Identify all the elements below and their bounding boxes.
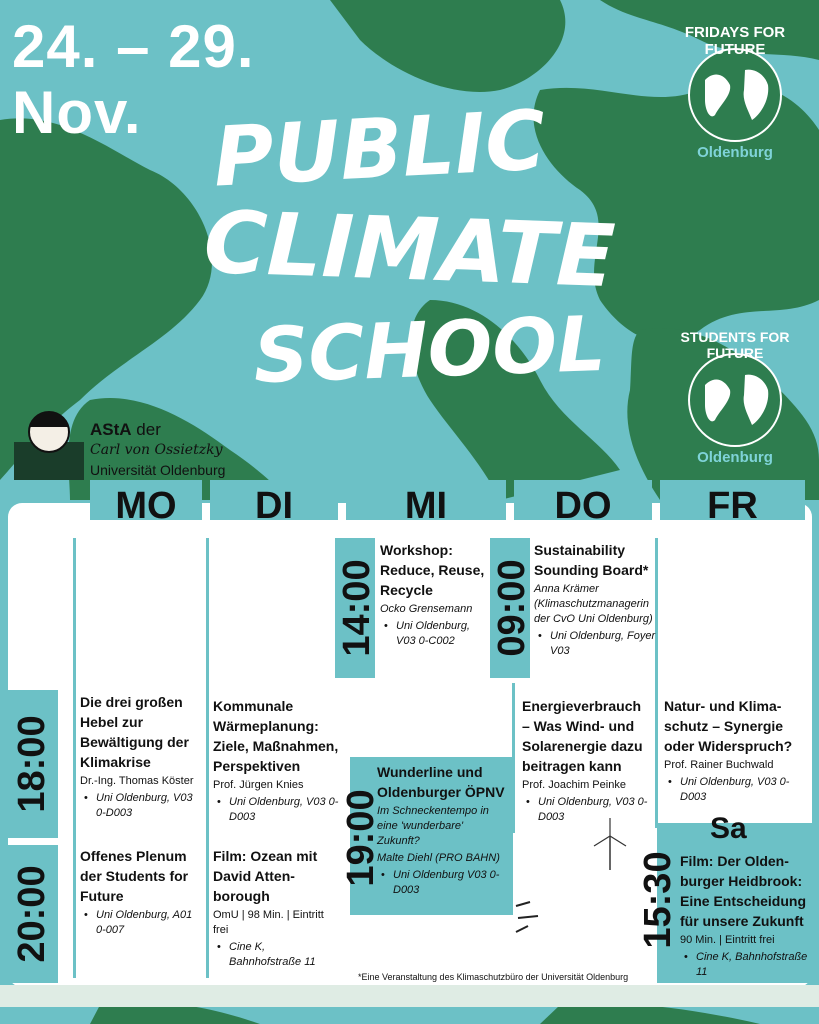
day-header-di: DI bbox=[210, 480, 338, 520]
event-info: 90 Min. | Eintritt frei bbox=[680, 934, 775, 946]
day-header-mo: MO bbox=[90, 480, 202, 520]
fridays-for-future-logo bbox=[660, 20, 810, 170]
column-divider bbox=[73, 538, 76, 978]
event-location: • Uni Oldenburg, Foyer V03 bbox=[550, 629, 656, 659]
event-film-ozean bbox=[213, 846, 335, 970]
event-naturschutz bbox=[664, 696, 810, 805]
event-sounding-board bbox=[534, 540, 656, 659]
title-school: SCHOOL bbox=[252, 298, 607, 401]
event-title: Film: Ozean mit David Atten-borough bbox=[213, 848, 318, 904]
date-month: Nov. bbox=[12, 79, 142, 146]
event-wunderline bbox=[377, 762, 507, 898]
event-speaker: Prof. Joachim Peinke bbox=[522, 779, 626, 791]
time-1800: 18:00 bbox=[11, 715, 53, 813]
sff-bottom-text: Oldenburg bbox=[697, 449, 773, 466]
event-speaker: Dr.-Ing. Thomas Köster bbox=[80, 775, 194, 787]
event-title: Wunderline und Oldenburger ÖPNV bbox=[377, 764, 505, 800]
event-title: Die drei großen Hebel zur Bewältigung der Klimakrise bbox=[80, 694, 189, 770]
time-do: 09:00 bbox=[491, 559, 533, 657]
sff-top-text: STUDENTS FOR FUTURE bbox=[680, 329, 790, 361]
event-film-heidbrook bbox=[680, 851, 814, 980]
event-plenum bbox=[80, 846, 202, 938]
event-energie bbox=[522, 696, 652, 825]
event-title: Energieverbrauch – Was Wind- und Solarenergie dazu beitragen kann bbox=[522, 698, 643, 774]
event-speaker: Malte Diehl (PRO BAHN) bbox=[377, 852, 500, 864]
day-header-fr: FR bbox=[660, 480, 805, 520]
fff-bottom-text: Oldenburg bbox=[697, 144, 773, 161]
asta-university: Universität Oldenburg bbox=[90, 462, 226, 478]
event-location: • Uni Oldenburg V03 0-D003 bbox=[393, 868, 507, 898]
title-climate: CLIMATE bbox=[202, 192, 617, 308]
event-title: Natur- und Klima-schutz – Synergie oder Widerspruch? bbox=[664, 698, 793, 754]
portrait-icon bbox=[14, 402, 84, 480]
day-header-mi: MI bbox=[346, 480, 506, 520]
event-location: • Uni Oldenburg, V03 0-D003 bbox=[229, 795, 348, 825]
day-header-do: DO bbox=[514, 480, 652, 520]
event-speaker: Ocko Grensemann bbox=[380, 603, 473, 615]
event-title: Offenes Plenum der Students for Future bbox=[80, 848, 189, 904]
asta-signature: Carl von Ossietzky bbox=[90, 442, 223, 458]
event-speaker: Prof. Rainer Buchwald bbox=[664, 759, 774, 771]
time-2000: 20:00 bbox=[11, 865, 53, 963]
asta-der: der bbox=[136, 420, 161, 439]
title-public: PUBLIC bbox=[211, 93, 548, 206]
event-waermeplanung bbox=[213, 696, 348, 825]
time-1900: 19:00 bbox=[340, 789, 382, 887]
event-location: • Cine K, Bahnhofstraße 11 bbox=[696, 950, 814, 980]
time-mi: 14:00 bbox=[336, 559, 378, 657]
event-location: • Uni Oldenburg, V03 0-D003 bbox=[96, 791, 202, 821]
spark-decoration-icon bbox=[512, 900, 542, 936]
column-divider bbox=[206, 538, 209, 978]
asta-name: AStA bbox=[90, 420, 132, 439]
event-location: • Uni Oldenburg, V03 0-C002 bbox=[396, 619, 490, 649]
event-title: Film: Der Olden-burger Heidbrook: Eine Entscheidung für unsere Zukunft bbox=[680, 853, 807, 929]
time-1530: 15:30 bbox=[637, 851, 679, 949]
event-speaker: Anna Krämer (Klimaschutzmanagerin der CvO Uni Oldenburg) bbox=[534, 583, 653, 625]
date-range: 24. – 29. bbox=[12, 13, 255, 80]
event-location: • Uni Oldenburg, A01 0-007 bbox=[96, 908, 202, 938]
event-title: Workshop: Reduce, Reuse, Recycle bbox=[380, 542, 485, 598]
wind-turbine-icon bbox=[592, 818, 628, 870]
fff-top-text: FRIDAYS FOR FUTURE bbox=[684, 24, 786, 58]
event-speaker: Prof. Jürgen Knies bbox=[213, 779, 304, 791]
event-workshop bbox=[380, 540, 490, 649]
asta-logo bbox=[14, 402, 264, 482]
footnote: *Eine Veranstaltung des Klimaschutzbüro der Universität Oldenburg bbox=[358, 972, 629, 982]
bottom-band bbox=[0, 985, 819, 1007]
event-subtitle: Im Schneckentempo in eine 'wunderbare' Zukunft? bbox=[377, 805, 489, 847]
event-title: Sustainability Sounding Board* bbox=[534, 542, 649, 578]
event-title: Kommunale Wärmeplanung: Ziele, Maßnahmen, Perspektiven bbox=[213, 698, 339, 774]
students-for-future-logo bbox=[660, 325, 810, 475]
event-location: • Cine K, Bahnhofstraße 11 bbox=[229, 940, 335, 970]
event-info: OmU | 98 Min. | Eintritt frei bbox=[213, 909, 324, 936]
event-hebel bbox=[80, 692, 202, 821]
event-location: • Uni Oldenburg, V03 0-D003 bbox=[538, 795, 652, 825]
event-location: • Uni Oldenburg, V03 0-D003 bbox=[680, 775, 810, 805]
saturday-label: Sa bbox=[710, 812, 747, 845]
